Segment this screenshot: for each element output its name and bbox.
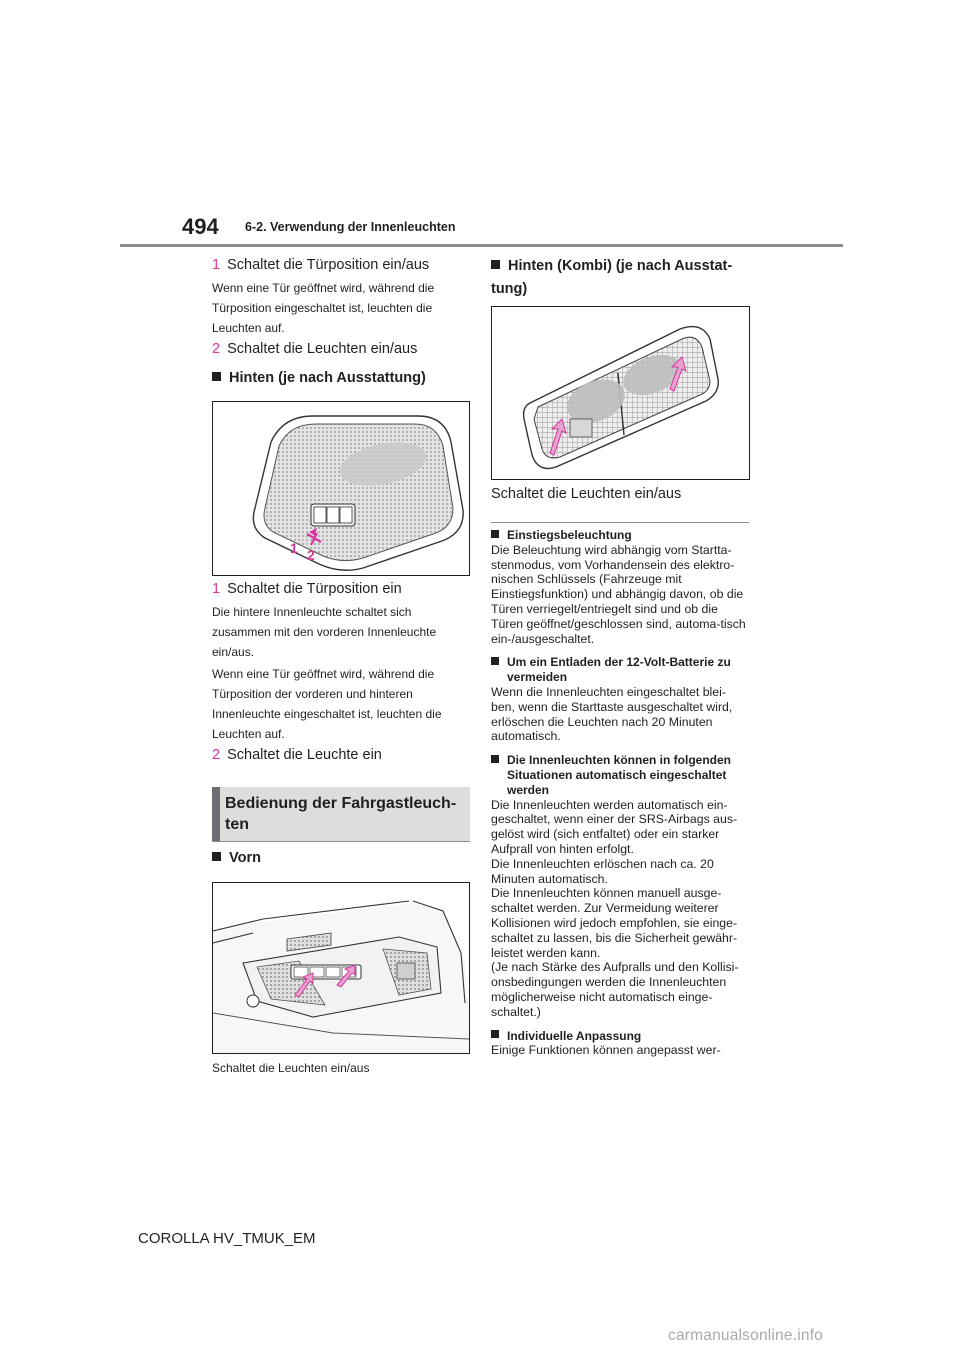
section-underline bbox=[212, 841, 470, 842]
watermark: carmanualsonline.info bbox=[668, 1327, 823, 1344]
chapter-title: 6-2. Verwendung der Innenleuchten bbox=[245, 220, 456, 234]
item-light-on bbox=[212, 745, 470, 765]
note-title: Einstiegsbeleuchtung bbox=[491, 528, 749, 543]
item-door-position-on bbox=[212, 579, 470, 599]
square-bullet-icon bbox=[212, 372, 221, 381]
note-battery bbox=[491, 655, 749, 744]
paragraph-rear-door: Wenn eine Tür geöffnet wird, während die Türposition der vorderen und hinteren Innenleuchte eingeschaltet ist, leuchten die Leuchten auf. bbox=[212, 667, 442, 741]
square-bullet-icon bbox=[491, 755, 499, 763]
figure-rear-lamp bbox=[212, 401, 470, 576]
figure-label-1: 1 bbox=[290, 540, 298, 556]
item-lights-toggle bbox=[212, 339, 470, 359]
note-text: Die Innenleuchten werden automatisch ein-geschaltet, wenn einer der SRS-Airbags aus-gelöst wird (sich entfaltet) oder ein starker Aufprall von hinten erfolgt. Die Innenleuchten erlöschen nach ca. 20 Minuten automatisch. Die Innenleuchten können manuell ausge-schaltet werden. Zur Vermeidung weiterer Kollisionen wird jedoch empfohlen, sie einge-schaltet zu lassen, bis die Sicherheit gewähr-leistet werden kann. (Je nach Stärke des Aufpralls und den Kollisi-onsbedingungen werden die Innenleuchten möglicherweise nicht automatisch einge-schaltet.) bbox=[491, 797, 739, 1019]
caption-kombi: Schaltet die Leuchten ein/aus bbox=[491, 486, 682, 502]
note-customization bbox=[491, 1029, 749, 1059]
rear-lamp-illustration bbox=[213, 402, 469, 575]
square-bullet-icon bbox=[491, 657, 499, 665]
note-title: Individuelle Anpassung bbox=[491, 1029, 749, 1044]
subhead-front: Vorn bbox=[212, 848, 470, 868]
figure-front-console bbox=[212, 882, 470, 1054]
item-text: Schaltet die Leuchten ein/aus bbox=[227, 341, 418, 357]
notes-divider bbox=[491, 522, 749, 523]
item-door-position bbox=[212, 255, 470, 275]
section-heading-box bbox=[212, 787, 470, 841]
item-text: Schaltet die Leuchte ein bbox=[227, 747, 382, 763]
page-number: 494 bbox=[182, 214, 219, 239]
item-number: 2 bbox=[212, 747, 221, 763]
note-einstieg bbox=[491, 528, 749, 646]
subhead-kombi: Hinten (Kombi) (je nach Ausstat-tung) bbox=[491, 258, 733, 297]
note-title: Die Innenleuchten können in folgenden Situationen automatisch eingeschaltet werden bbox=[491, 753, 749, 797]
note-text: Einige Funktionen können angepasst wer- bbox=[491, 1043, 721, 1058]
section-accent-bar bbox=[212, 787, 220, 841]
square-bullet-icon bbox=[491, 260, 500, 269]
note-text: Wenn die Innenleuchten eingeschaltet blei-ben, wenn die Starttaste ausgeschaltet wird, erlöschen die Leuchten nach 20 Minuten automatisch. bbox=[491, 684, 733, 744]
square-bullet-icon bbox=[212, 852, 221, 861]
note-auto-on bbox=[491, 753, 749, 1019]
note-title: Um ein Entladen der 12-Volt-Batterie zu vermeiden bbox=[491, 655, 749, 685]
item-text: Schaltet die Türposition ein bbox=[227, 581, 402, 597]
square-bullet-icon bbox=[491, 530, 499, 538]
paragraph-rear-sync: Die hintere Innenleuchte schaltet sich zusammen mit den vorderen Innenleuchte ein/aus. bbox=[212, 605, 437, 659]
section-title: Bedienung der Fahrgastleuch-ten bbox=[225, 795, 457, 833]
figure-kombi-lamp bbox=[491, 306, 750, 480]
subhead-rear: Hinten (je nach Ausstattung) bbox=[212, 368, 470, 388]
notes-list bbox=[491, 528, 749, 1058]
paragraph-door-info: Wenn eine Tür geöffnet wird, während die Türposition eingeschaltet ist, leuchten die Leuchten auf. bbox=[212, 281, 435, 335]
header-rule bbox=[120, 244, 843, 247]
front-console-illustration bbox=[213, 883, 469, 1053]
item-text: Schaltet die Türposition ein/aus bbox=[227, 257, 430, 273]
note-text: Die Beleuchtung wird abhängig vom Startta-stenmodus, vom Vorhandensein des elektro-nischen Schlüssels (Fahrzeuge mit Einstiegsfunktion) und abhängig davon, ob die Türen verriegelt/entriegelt sind und ob die Türen geöffnet/geschlossen sind, automa-tisch ein-/ausgeschaltet. bbox=[491, 542, 746, 646]
figure-label-2: 2 bbox=[307, 547, 315, 563]
item-number: 2 bbox=[212, 341, 221, 357]
item-number: 1 bbox=[212, 581, 221, 597]
kombi-lamp-illustration bbox=[492, 307, 749, 479]
square-bullet-icon bbox=[491, 1030, 499, 1038]
item-number: 1 bbox=[212, 257, 221, 273]
caption-front: Schaltet die Leuchten ein/aus bbox=[212, 1061, 370, 1075]
footer-model: COROLLA HV_TMUK_EM bbox=[138, 1230, 316, 1247]
